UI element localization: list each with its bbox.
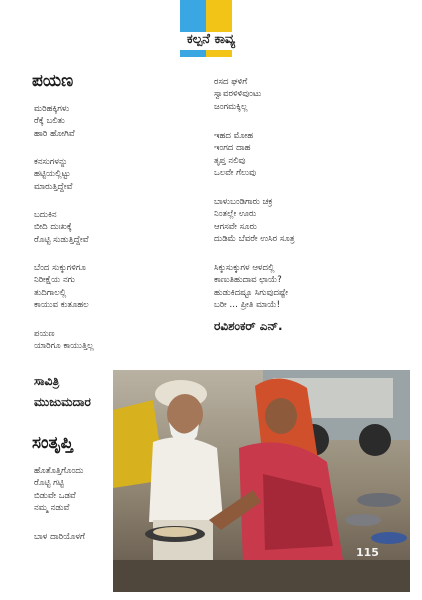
poem1-stanza-2: [34, 156, 72, 193]
poem-line: ಹುಡುಕಿದಷ್ಟೂ ಸಿಗುವುದಷ್ಟೇ: [214, 287, 289, 298]
page-number: 115: [356, 546, 379, 559]
poem-line: ಹಟ್ಟಿಯಲ್ಲಿಟ್ಟು: [34, 169, 71, 180]
poem-line: ಕಾಯುವ ಕುತೂಹಲ: [34, 299, 89, 310]
poem-line: ನಿಂತಲ್ಲೇ ಊರು: [214, 209, 257, 220]
poem-line: ಯಾರಿಗೂ ಕಾಯುತ್ತಿಲ್ಲ: [34, 341, 94, 352]
poem-line: ಸಿಕ್ಕುಸುಕ್ಕುಗಳ ಆಳದಲ್ಲಿ: [214, 263, 275, 273]
author-last-name: ಮುಜುಮದಾರ: [34, 395, 91, 409]
poem-line: ಒಲವೇ ಗೆಲುವು: [214, 167, 256, 178]
poem-line: ಇಹದ ಮೋಹ: [214, 131, 254, 141]
poem1-stanza-1: [34, 103, 75, 140]
poem3-stanza-1: [34, 465, 83, 514]
poem2-stanza-4: [214, 262, 288, 311]
poem-title-payana: ಪಯಣ: [32, 71, 74, 91]
poem-line: ಜಂಗಮಕ್ಕಿಲ್ಲ: [214, 101, 248, 112]
poem-line: ಬಾಳುಬಂಡಿಗಾರು ಚಕ್ರ: [214, 197, 273, 207]
poem-line: ರೊಟ್ಟಿ ಗಟ್ಟಿ: [34, 478, 64, 489]
poem-line: ಹೊತೊತ್ತಿಗೊಂದು: [34, 466, 84, 476]
poem-line: ಹಾರಿ ಹೋಗಿವೆ: [34, 128, 75, 139]
poem-line: ನಮ್ಮ ನಡುವೆ: [34, 502, 70, 513]
poem-title-santrupti: ಸಂತೃಪ್ತಿ: [32, 433, 73, 453]
section-underline: [180, 50, 232, 57]
poem-line: ಕನಸುಗಳನ್ನು: [34, 157, 68, 167]
poem-line: ಬರೀ … ಪ್ರೀತಿ ಮಾಯೆ!: [214, 299, 281, 310]
poem-line: ಬಾಳ ದಾರಿಯೊಳಗೆ: [34, 532, 85, 542]
poem1-stanza-3: [34, 209, 89, 246]
poem1-author: [34, 371, 91, 413]
poem-line: ಸ್ವಾವರಳಿಳಿವುಂಟು: [214, 89, 262, 100]
poem-line: ಮರಿಹಕ್ಕಿಗಳು: [34, 104, 70, 114]
poem-line: ಆಗಸವೇ ಸೂರು: [214, 221, 257, 232]
poem-line: ತುದಿಗಾಲಲ್ಲಿ: [34, 287, 67, 298]
poem2-stanza-3: [214, 196, 295, 245]
poem-line: ರೆಕ್ಕೆ ಬಲಿತು: [34, 116, 65, 127]
poem-line: ಬದುಕಿನ: [34, 210, 57, 220]
poem-line: ತೃಪ್ತ ನಲಿವು: [214, 155, 246, 166]
poem-line: ಇಂಗದ ದಾಹ: [214, 143, 251, 154]
poem1-stanza-5: [34, 328, 94, 353]
poem-line: ನಿರೀಕ್ಷೆಯ ನಗು: [34, 275, 75, 286]
poem3-stanza-2: [34, 531, 85, 543]
author-first-name: ಸಾವಿತ್ರಿ: [34, 374, 60, 388]
poem2-author: ರವಿಶಂಕರ್ ಎನ್.: [214, 319, 283, 333]
poem-line: ರೊಟ್ಟಿ ಸುಡುತ್ತಿದ್ದೇವೆ: [34, 234, 89, 245]
poem-line: ಮಾರುತ್ತಿದ್ದೇವೆ: [34, 181, 73, 192]
section-title: ಕಲ್ಪನೆ ಕಾವ್ಯ: [186, 32, 236, 47]
poem-line: ಪಯಣ: [34, 329, 55, 339]
poem2-stanza-2: [214, 130, 256, 179]
poem1-stanza-4: [34, 262, 89, 311]
poem-line: ಬೆಂದ ಸುಕ್ಕುಗಳಿಗೂ: [34, 263, 86, 273]
magazine-logo: [180, 0, 232, 32]
poem2-stanza-1: [214, 76, 261, 113]
poem-line: ಬಿಡುವೇ ಒಡವೆ: [34, 490, 76, 501]
poem-line: ದುಡಿಮೆ ಬೆವರೇ ಉಸಿರ ಸೂತ್ರ: [214, 233, 295, 244]
poem-line: ರಸದ ಘಳಿಗೆ: [214, 77, 248, 87]
poem-line: ಕಾಣುತಿಹುದಾವ ಛಾಯೆ?: [214, 275, 282, 286]
poem-line: ಬೀದಿ ದುಃಖಕ್ಕೆ: [34, 222, 72, 233]
